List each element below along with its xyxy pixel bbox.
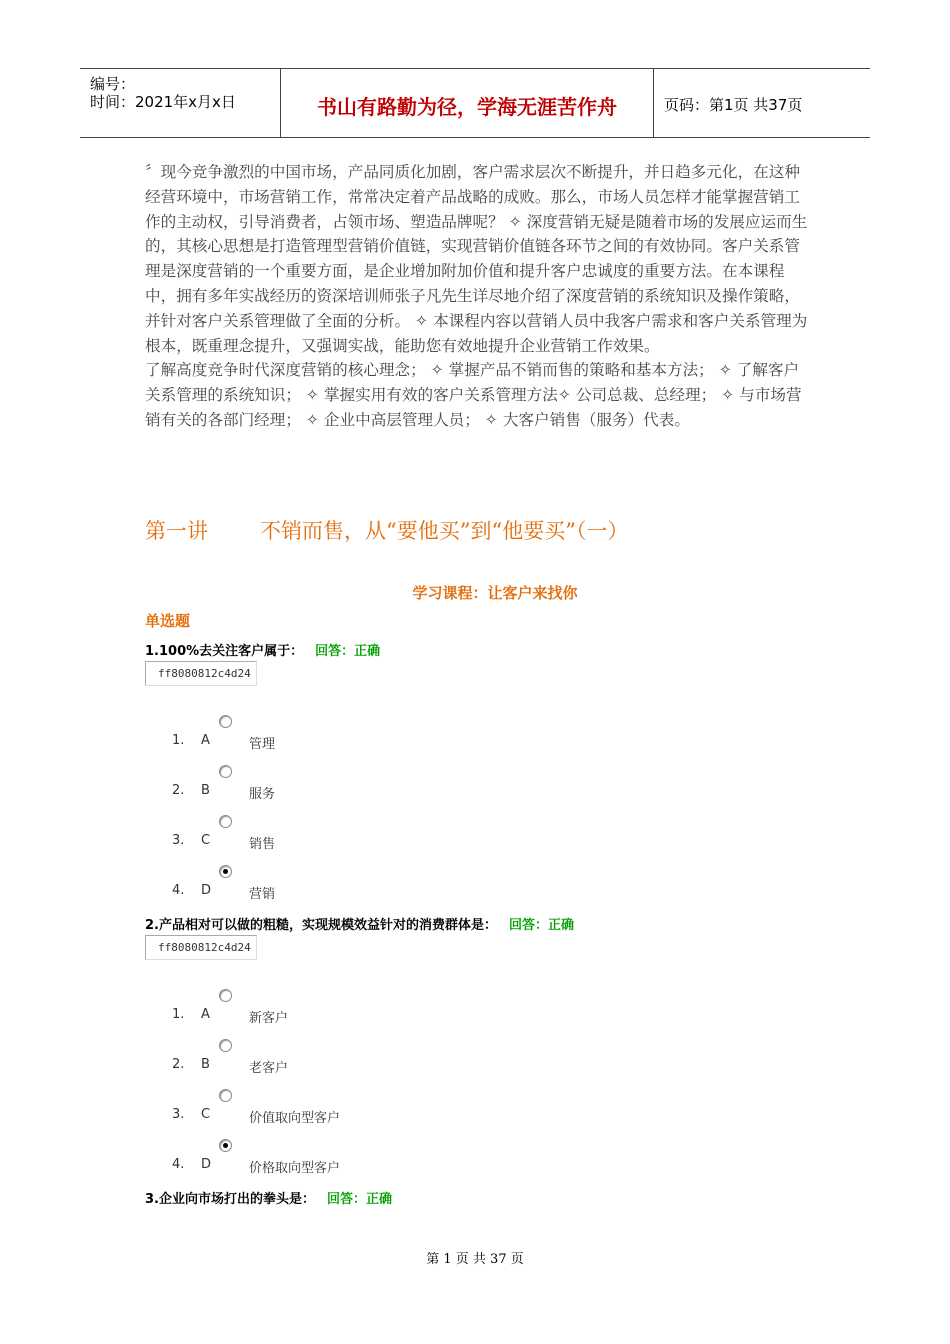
question-title (145, 914, 574, 933)
option-row (172, 1007, 572, 1029)
option-letter: A (201, 733, 210, 748)
radio-option-d-selected[interactable] (219, 1139, 232, 1152)
number-label: 编号： (90, 75, 136, 93)
option-number: 2. (172, 783, 185, 798)
option-text: 价格取向型客户 (249, 1161, 341, 1176)
question-title (145, 640, 380, 659)
question-type: 单选题 (145, 612, 191, 630)
option-letter: B (201, 783, 210, 798)
radio-option-b[interactable] (219, 1039, 232, 1052)
option-number: 4. (172, 883, 185, 898)
option-number: 3. (172, 1107, 185, 1122)
question-id-field[interactable]: ff8080812c4d24 (145, 935, 257, 960)
option-text: 销售 (249, 837, 276, 852)
question-text: 2.产品相对可以做的粗糙，实现规模效益针对的消费群体是： (145, 918, 497, 933)
option-number: 1. (172, 1007, 185, 1022)
course-intro (145, 160, 810, 433)
option-row (172, 833, 572, 855)
header-page-cell (654, 69, 870, 137)
radio-option-b[interactable] (219, 765, 232, 778)
option-row (172, 1057, 572, 1079)
question-title (145, 1188, 392, 1207)
option-number: 2. (172, 1057, 185, 1072)
option-number: 1. (172, 733, 185, 748)
option-letter: C (201, 1107, 211, 1122)
radio-option-c[interactable] (219, 815, 232, 828)
header-meta (80, 69, 281, 137)
option-row (172, 783, 572, 805)
answer-status: 回答：正确 (326, 1192, 392, 1207)
lecture-number: 第一讲 (145, 519, 208, 543)
option-letter: D (201, 883, 212, 898)
page-info: 页码：第1页 共37页 (664, 96, 803, 114)
question-text: 1.100%去关注客户属于： (145, 644, 304, 659)
option-text: 价值取向型客户 (249, 1111, 341, 1126)
option-letter: A (201, 1007, 210, 1022)
lecture-heading (145, 515, 628, 545)
question-text: 3.企业向市场打出的拳头是： (145, 1192, 315, 1207)
date-label: 时间：2021年x月x日 (90, 93, 236, 111)
motto: 书山有路勤为径，学海无涯苦作舟 (317, 95, 617, 119)
radio-option-c[interactable] (219, 1089, 232, 1102)
option-text: 老客户 (249, 1061, 289, 1076)
option-row (172, 1157, 572, 1179)
option-letter: D (201, 1157, 212, 1172)
header-motto-cell (281, 69, 654, 137)
page-footer: 第 1 页 共 37 页 (426, 1252, 524, 1267)
intro-paragraph: 〞现今竞争激烈的中国市场，产品同质化加剧，客户需求层次不断提升，并日趋多元化，在这种经营环境中，市场营销工作，常常决定着产品战略的成败。那么，市场人员怎样才能掌握营销工作的主动权，引导消费者，占领市场、塑造品牌呢？ ✧ 深度营销无疑是随着市场的发展应运而生的，其核心思想是打造管理型营销价值链，实现营销价值链各环节之间的有效协同。客户关系管理是深度营销的一个重要方面，是企业增加附加价值和提升客户忠诚度的重要方法。在本课程中，拥有多年实战经历的资深培训师张子凡先生详尽地介绍了深度营销的系统知识及操作策略，并针对客户关系管理做了全面的分析。 ✧ 本课程内容以营销人员中我客户需求和客户关系管理为根本，既重理念提升，又强调实战，能助您有效地提升企业营销工作效果。 (145, 163, 808, 355)
answer-status: 回答：正确 (315, 644, 381, 659)
option-text: 管理 (249, 737, 276, 752)
option-text: 新客户 (249, 1011, 289, 1026)
radio-option-a[interactable] (219, 989, 232, 1002)
lecture-title: 不销而售，从“要他买”到“他要买”（一） (260, 519, 629, 543)
answer-status: 回答：正确 (508, 918, 574, 933)
option-number: 3. (172, 833, 185, 848)
question-id-field[interactable]: ff8080812c4d24 (145, 661, 257, 686)
option-number: 4. (172, 1157, 185, 1172)
option-row (172, 733, 572, 755)
radio-option-d-selected[interactable] (219, 865, 232, 878)
option-row (172, 883, 572, 905)
option-letter: C (201, 833, 211, 848)
option-row (172, 1107, 572, 1129)
intro-paragraph: 了解高度竞争时代深度营销的核心理念； ✧ 掌握产品不销而售的策略和基本方法； ✧ 了解客户关系管理的系统知识； ✧ 掌握实用有效的客户关系管理方法✧ 公司总裁、总经理； ✧ 与市场营销有关的各部门经理； ✧ 企业中高层管理人员； ✧ 大客户销售（服务）代表。 (145, 361, 802, 429)
option-text: 营销 (249, 887, 276, 902)
option-letter: B (201, 1057, 210, 1072)
course-title: 学习课程：让客户来找你 (412, 584, 578, 602)
option-text: 服务 (249, 787, 276, 802)
radio-option-a[interactable] (219, 715, 232, 728)
document-header (80, 68, 870, 138)
